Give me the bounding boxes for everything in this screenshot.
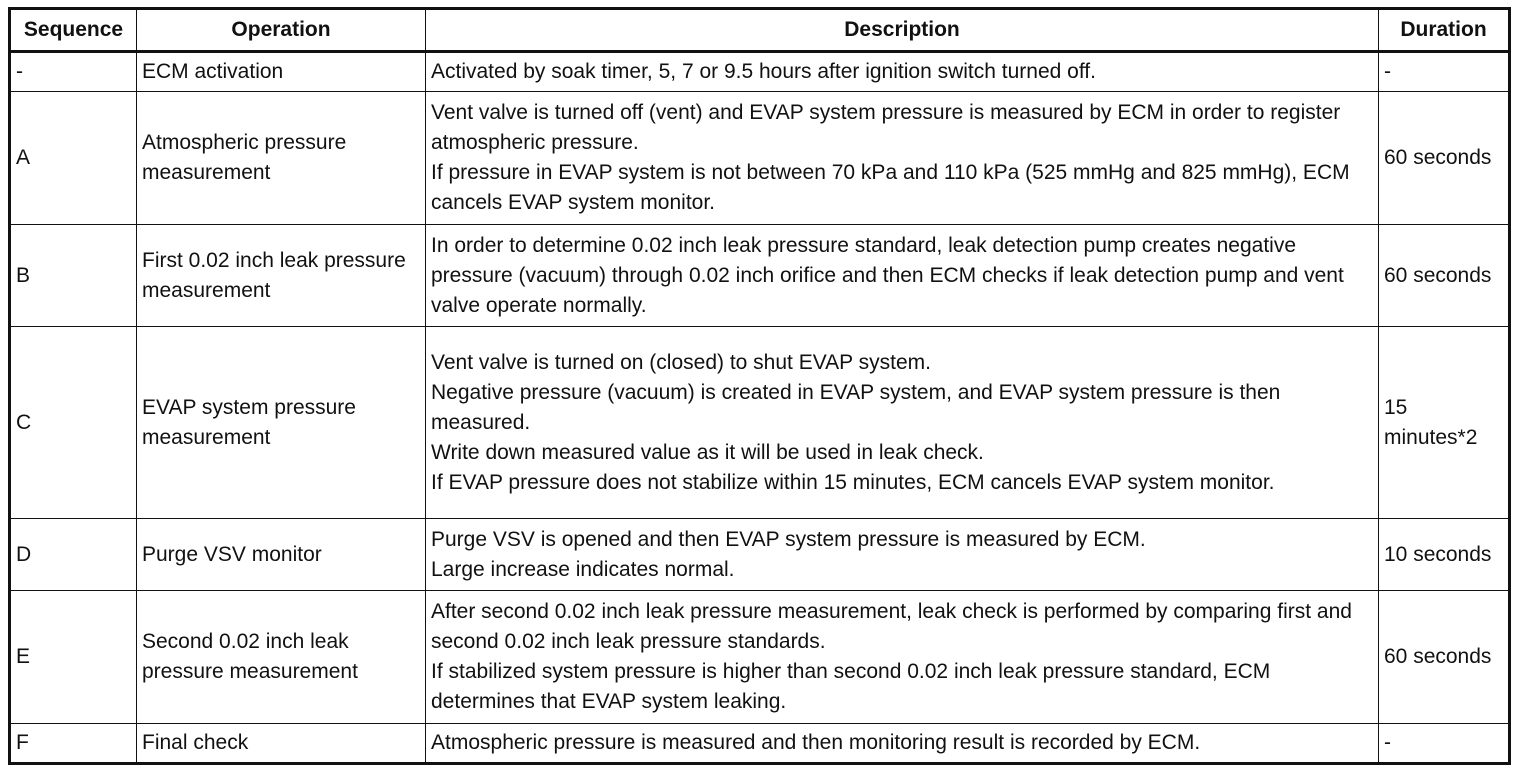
description-line: In order to determine 0.02 inch leak pressure standard, leak detection pump creates negative pressure (vacuum) through 0.02 inch orifice and then ECM checks if leak detection pump and vent valve operate normally.: [431, 233, 1344, 317]
header-sequence: Sequence: [10, 9, 137, 52]
description-line: Write down measured value as it will be used in leak check.: [431, 440, 984, 464]
header-duration: Duration: [1379, 9, 1510, 52]
table-row: [10, 519, 1510, 591]
cell-sequence: B: [10, 225, 137, 327]
cell-description: [426, 52, 1379, 92]
evap-monitor-table-container: [8, 7, 1511, 765]
table-body: [10, 52, 1510, 764]
cell-description: [426, 724, 1379, 764]
description-line: Negative pressure (vacuum) is created in EVAP system, and EVAP system pressure is then measured.: [431, 380, 1281, 434]
cell-description: [426, 591, 1379, 724]
cell-sequence: A: [10, 92, 137, 225]
description-line: After second 0.02 inch leak pressure measurement, leak check is performed by comparing first and second 0.02 inch leak pressure standards.: [431, 600, 1352, 653]
description-line: Activated by soak timer, 5, 7 or 9.5 hours after ignition switch turned off.: [431, 60, 1096, 83]
cell-operation: Atmospheric pressure measurement: [137, 92, 426, 225]
cell-duration: -: [1379, 724, 1510, 764]
cell-description: [426, 519, 1379, 591]
table-row: [10, 591, 1510, 724]
description-line: If stabilized system pressure is higher than second 0.02 inch leak pressure standard, ECM determines that EVAP system leaking.: [431, 660, 1271, 713]
cell-duration: -: [1379, 52, 1510, 92]
table-header: [10, 9, 1510, 52]
header-operation: Operation: [137, 9, 426, 52]
cell-operation: Final check: [137, 724, 426, 764]
description-line: Large increase indicates normal.: [431, 557, 735, 581]
header-row: [10, 9, 1510, 52]
table-row: [10, 52, 1510, 92]
description-line: Atmospheric pressure is measured and then monitoring result is recorded by ECM.: [431, 731, 1201, 754]
cell-duration: 60 seconds: [1379, 591, 1510, 724]
cell-description: [426, 327, 1379, 519]
cell-duration: 60 seconds: [1379, 92, 1510, 225]
cell-sequence: C: [10, 327, 137, 519]
cell-sequence: D: [10, 519, 137, 591]
cell-operation: EVAP system pressure measurement: [137, 327, 426, 519]
cell-operation: Purge VSV monitor: [137, 519, 426, 591]
description-line: Purge VSV is opened and then EVAP system pressure is measured by ECM.: [431, 527, 1146, 551]
cell-operation: First 0.02 inch leak pressure measurement: [137, 225, 426, 327]
cell-operation: ECM activation: [137, 52, 426, 92]
table-row: [10, 92, 1510, 225]
description-line: Vent valve is turned on (closed) to shut EVAP system.: [431, 350, 931, 374]
table-row: [10, 724, 1510, 764]
table-row: [10, 327, 1510, 519]
cell-description: [426, 225, 1379, 327]
cell-sequence: F: [10, 724, 137, 764]
description-line: If EVAP pressure does not stabilize within 15 minutes, ECM cancels EVAP system monitor.: [431, 470, 1275, 494]
description-line: If pressure in EVAP system is not between 70 kPa and 110 kPa (525 mmHg and 825 mmHg), ECM cancels EVAP system monitor.: [431, 161, 1350, 214]
cell-description: [426, 92, 1379, 225]
evap-monitor-table: [8, 7, 1511, 765]
cell-sequence: E: [10, 591, 137, 724]
cell-sequence: -: [10, 52, 137, 92]
cell-operation: Second 0.02 inch leak pressure measurement: [137, 591, 426, 724]
cell-duration: 10 seconds: [1379, 519, 1510, 591]
description-line: Vent valve is turned off (vent) and EVAP system pressure is measured by ECM in order to register atmospheric pressure.: [431, 101, 1341, 154]
header-description: Description: [426, 9, 1379, 52]
cell-duration: 15 minutes*2: [1379, 327, 1510, 519]
cell-duration: 60 seconds: [1379, 225, 1510, 327]
table-row: [10, 225, 1510, 327]
